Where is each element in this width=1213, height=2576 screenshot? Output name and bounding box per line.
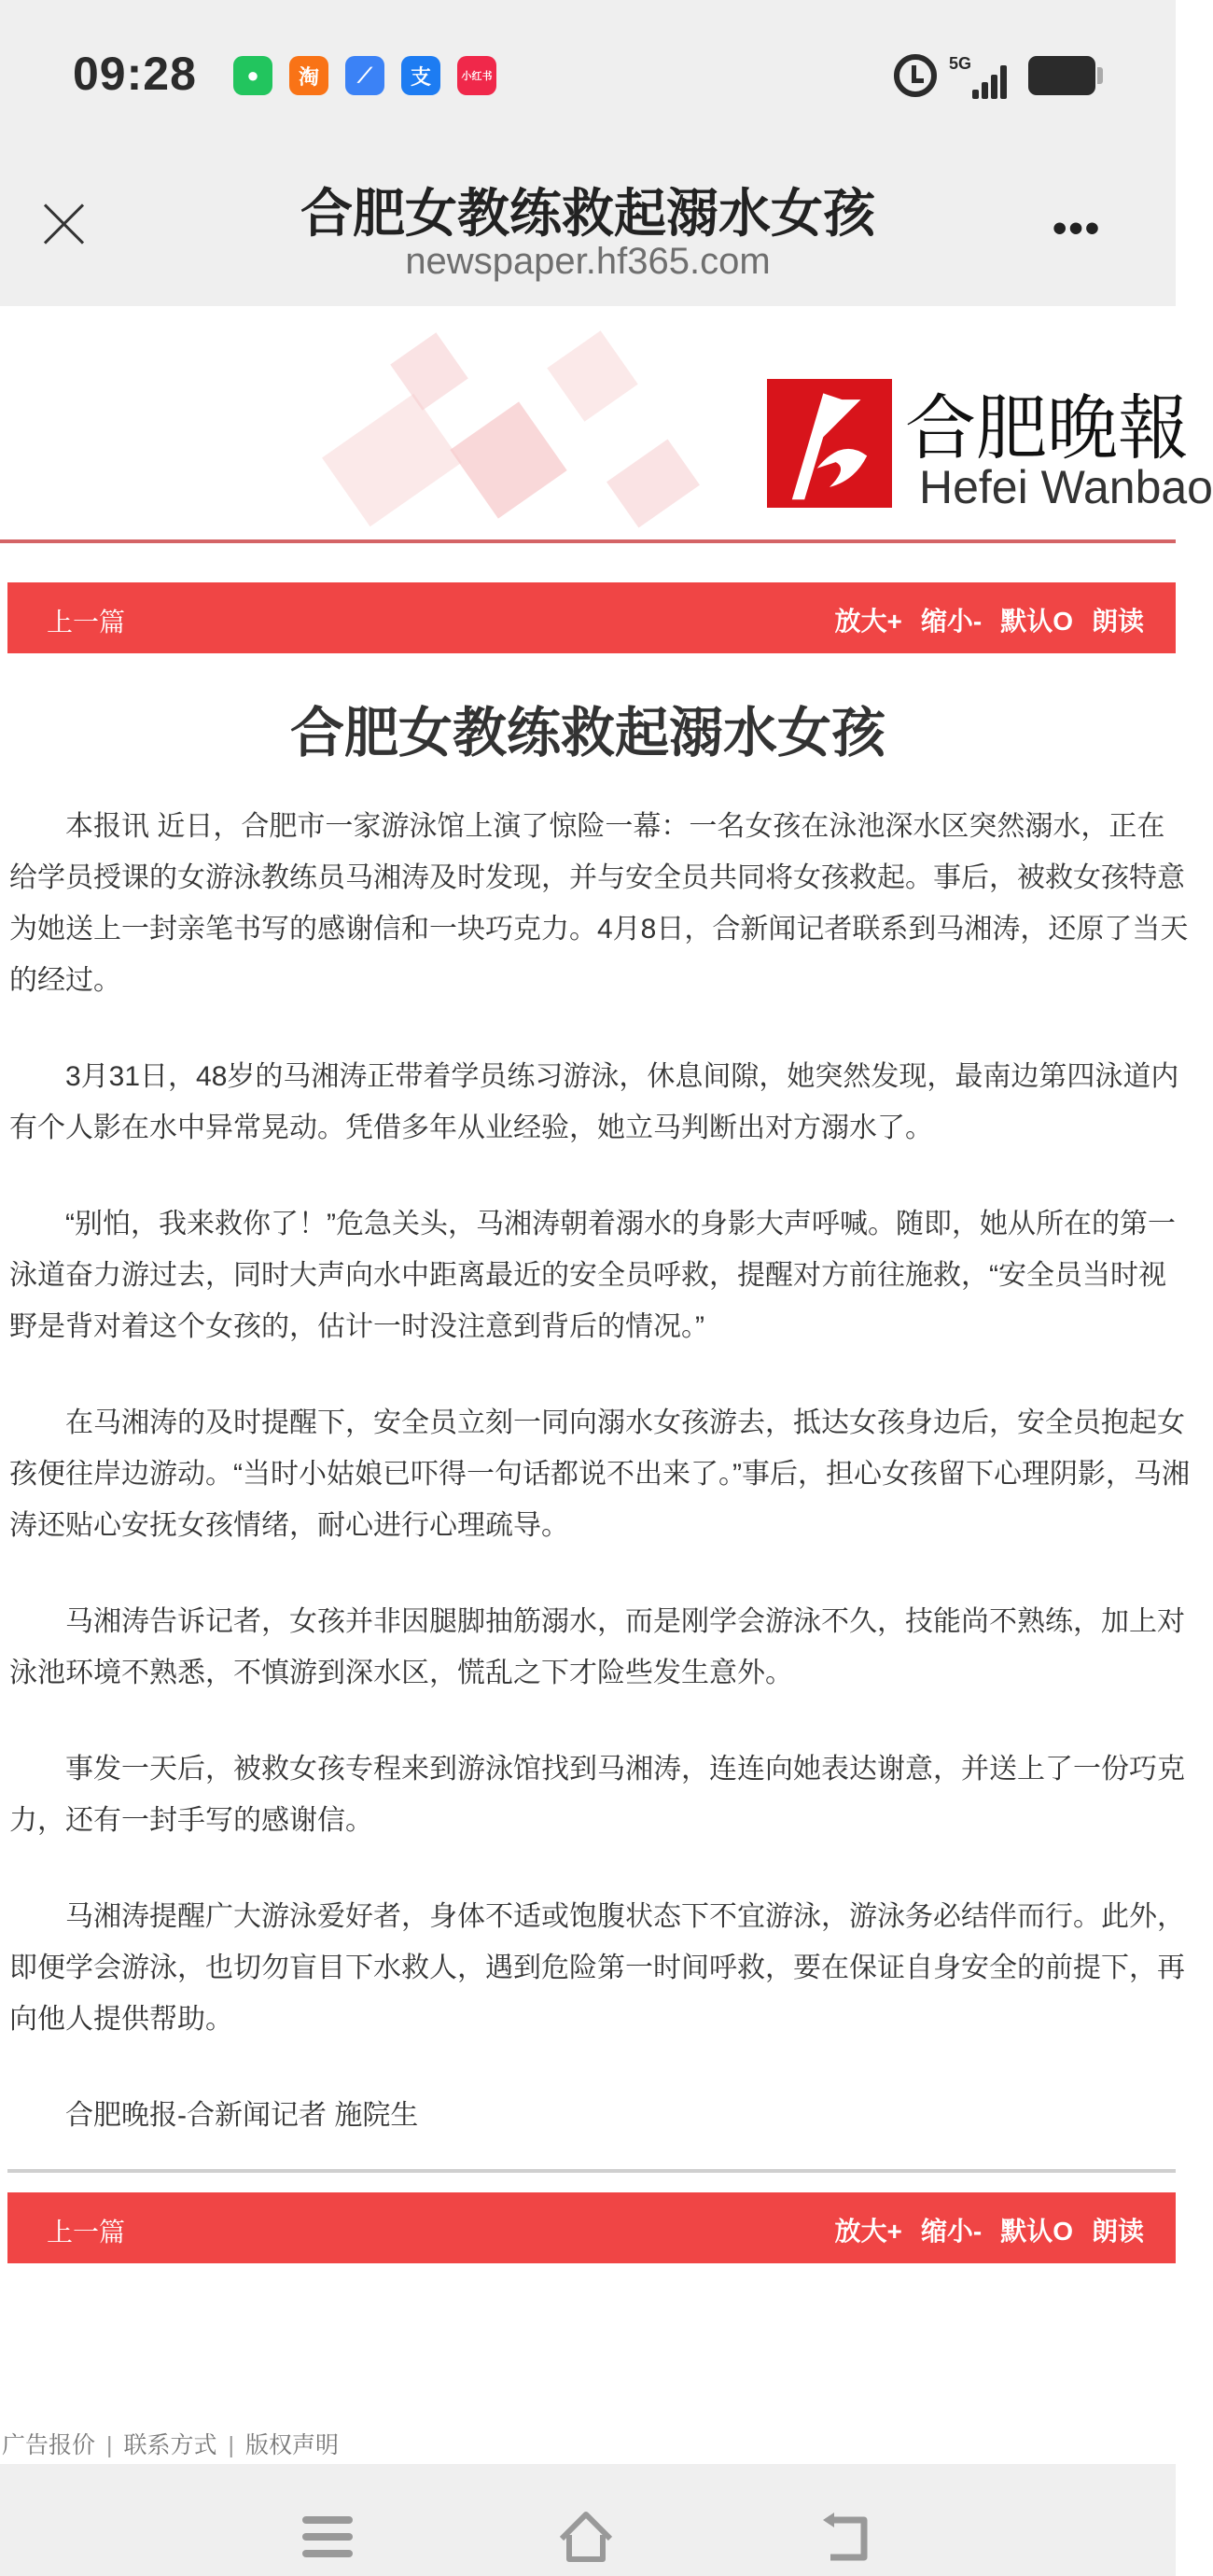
article-body xyxy=(9,801,1192,2186)
paragraph: 马湘涛告诉记者，女孩并非因腿脚抽筋溺水，而是刚学会游泳不久，技能尚不熟练，加上对泳池环境不熟悉，不慎游到深水区，慌乱之下才险些发生意外。 xyxy=(9,1606,1185,1688)
menu-icon[interactable] xyxy=(300,2511,356,2563)
footer-link-ads[interactable]: 广告报价 xyxy=(2,2432,96,2458)
footer-link-contact[interactable]: 联系方式 xyxy=(123,2432,217,2458)
article-toolbar-bottom xyxy=(7,2192,1176,2263)
byline: 合肥晚报-合新闻记者 施院生 xyxy=(65,2100,419,2131)
decor-square xyxy=(450,401,566,518)
paragraph: 事发一天后，被救女孩专程来到游泳馆找到马湘涛，连连向她表达谢意，并送上了一份巧克力，还有一封手写的感谢信。 xyxy=(9,1754,1185,1836)
back-icon[interactable] xyxy=(819,2511,875,2563)
browser-icon: ⟋ xyxy=(345,56,384,95)
default-size-button[interactable]: 默认O xyxy=(1000,2217,1073,2246)
paragraph: 在马湘涛的及时提醒下，安全员立刻一同向溺水女孩游去，抵达女孩身边后，安全员抱起女孩便往岸边游动。“当时小姑娘已吓得一句话都说不出来了。”事后，担心女孩留下心理阴影，马湘涛还贴心安抚女孩情绪，耐心进行心理疏导。 xyxy=(9,1407,1190,1541)
alipay-icon: 支 xyxy=(401,56,440,95)
page-title: 合肥女教练救起溺水女孩 xyxy=(300,184,875,243)
logo-text-en: Hefei Wanbao xyxy=(919,461,1213,513)
decor-square xyxy=(390,332,468,411)
zoom-out-button[interactable]: 缩小- xyxy=(920,2217,983,2246)
decor-square xyxy=(606,439,700,527)
article-title: 合肥女教练救起溺水女孩 xyxy=(289,703,885,763)
footer-link-copyright[interactable]: 版权声明 xyxy=(245,2432,340,2458)
network-type: 5G xyxy=(949,54,972,73)
prev-article-link[interactable]: 上一篇 xyxy=(47,2218,126,2247)
decor-square xyxy=(322,394,462,527)
more-icon[interactable]: ••• xyxy=(1053,205,1102,251)
home-icon[interactable] xyxy=(558,2511,614,2563)
read-aloud-button[interactable]: 朗读 xyxy=(1091,2217,1144,2246)
zoom-in-button[interactable]: 放大+ xyxy=(834,2217,902,2246)
wechat-icon: ● xyxy=(233,56,272,95)
taobao-icon: 淘 xyxy=(289,56,328,95)
zoom-out-button[interactable]: 缩小- xyxy=(920,607,983,636)
hefei-wanbao-logo xyxy=(767,379,892,508)
paragraph: 马湘涛提醒广大游泳爱好者，身体不适或饱腹状态下不宜游泳，游泳务必结伴而行。此外，即便学会游泳，也切勿盲目下水救人，遇到危险第一时间呼救，要在保证自身安全的前提下，再向他人提供帮助。 xyxy=(9,1901,1185,2035)
status-bar xyxy=(0,0,1176,140)
read-aloud-button[interactable]: 朗读 xyxy=(1091,607,1144,636)
signal-icon xyxy=(961,62,1010,99)
divider xyxy=(0,539,1176,543)
page-url: newspaper.hf365.com xyxy=(405,241,771,282)
zoom-in-button[interactable]: 放大+ xyxy=(834,607,902,636)
paragraph: “别怕，我来救你了！”危急关头，马湘涛朝着溺水的身影大声呼喊。随即，她从所在的第一泳道奋力游过去，同时大声向水中距离最近的安全员呼救，提醒对方前往施救，“安全员当时视野是背对着这个女孩的，估计一时没注意到背后的情况。” xyxy=(9,1209,1176,1342)
prev-article-link[interactable]: 上一篇 xyxy=(47,608,126,637)
footer-links: 广告报价 | 联系方式 | 版权声明 xyxy=(2,2432,340,2458)
clock: 09:28 xyxy=(73,48,197,100)
article-toolbar-top xyxy=(7,582,1176,653)
divider xyxy=(7,2169,1176,2173)
newspaper-banner xyxy=(0,306,1213,541)
paragraph: 3月31日，48岁的马湘涛正带着学员练习游泳，休息间隙，她突然发现，最南边第四泳道内有个人影在水中异常晃动。凭借多年从业经验，她立马判断出对方溺水了。 xyxy=(9,1061,1179,1143)
system-nav-bar xyxy=(0,2464,1176,2576)
browser-header xyxy=(0,140,1176,306)
paragraph: 本报讯 近日，合肥市一家游泳馆上演了惊险一幕：一名女孩在泳池深水区突然溺水，正在给学员授课的女游泳教练员马湘涛及时发现，并与安全员共同将女孩救起。事后，被救女孩特意为她送上一封亲笔书写的感谢信和一块巧克力。4月8日，合新闻记者联系到马湘涛，还原了当天的经过。 xyxy=(9,811,1189,996)
default-size-button[interactable]: 默认O xyxy=(1000,607,1073,636)
decor-square xyxy=(547,330,637,421)
logo-text-cn: 合肥晚報 xyxy=(905,386,1189,469)
alarm-icon xyxy=(894,54,937,97)
xiaohongshu-icon: 小红书 xyxy=(457,56,496,95)
battery-icon xyxy=(1028,56,1095,95)
